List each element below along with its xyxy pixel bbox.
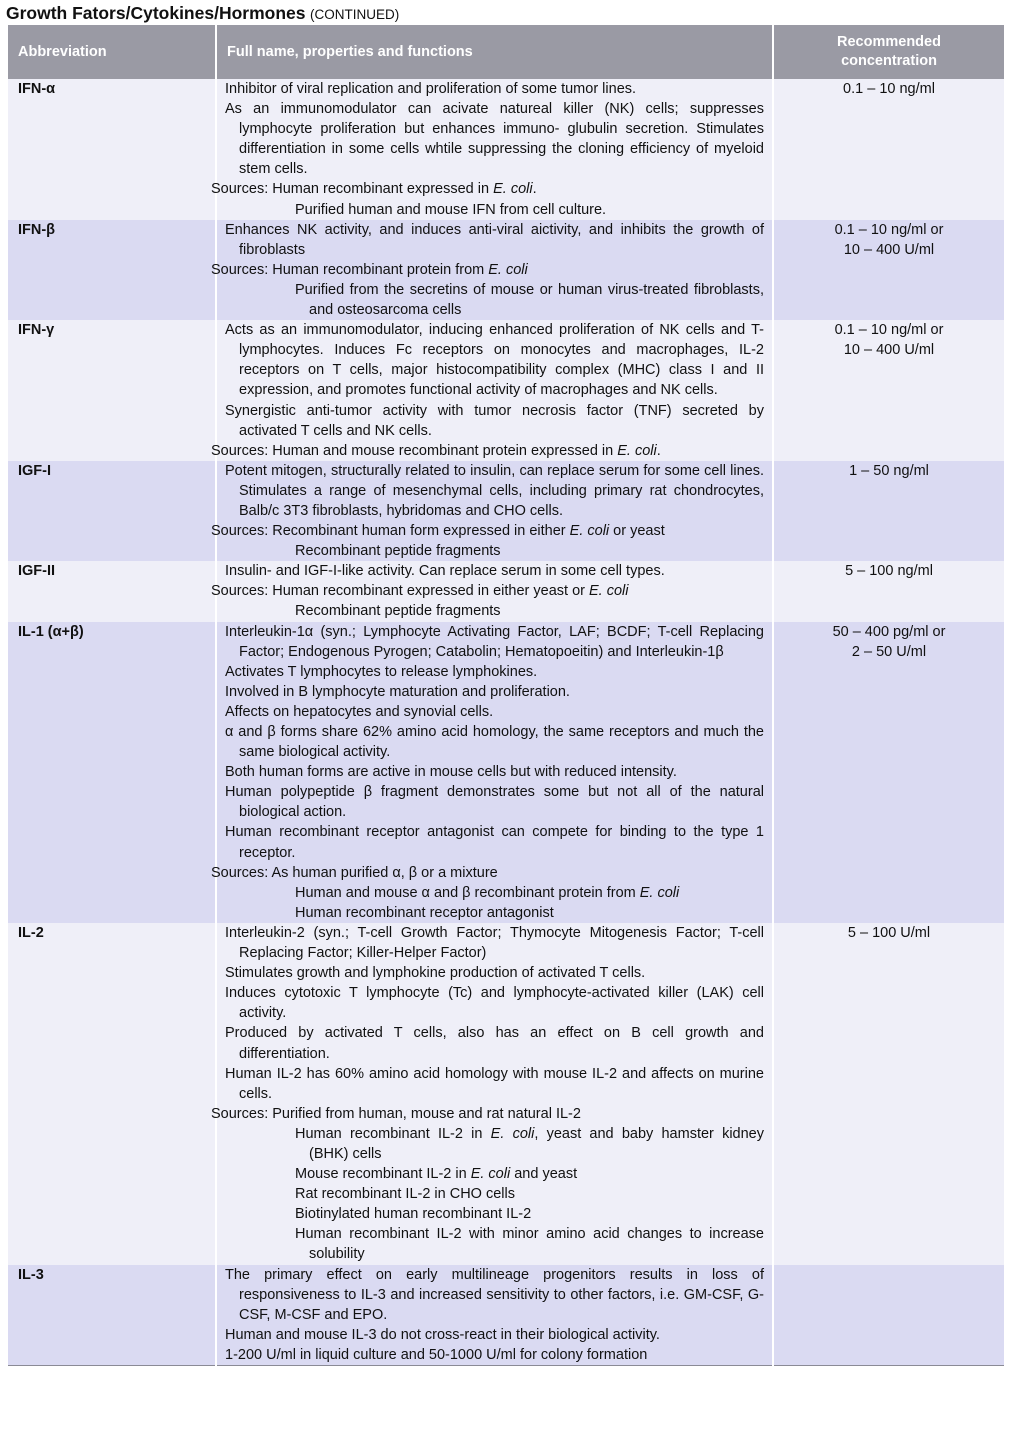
header-full-name: Full name, properties and functions — [216, 25, 773, 79]
description-paragraph: α and β forms share 62% amino acid homology, the same receptors and much the same biological activity. — [225, 724, 764, 761]
sources-line: Sources: Recombinant human form expressed in either E. coli or yeast — [211, 523, 665, 540]
sources-line: Sources: Human recombinant expressed in either yeast or E. coli — [211, 583, 629, 600]
header-concentration — [773, 25, 1005, 79]
description-paragraph: 1-200 U/ml in liquid culture and 50-1000 U/ml for colony formation — [225, 1346, 648, 1363]
source-item: Mouse recombinant IL-2 in E. coli and yeast — [295, 1166, 578, 1183]
cell-concentration — [773, 923, 1005, 1265]
cell-description — [211, 923, 773, 1265]
cell-concentration — [773, 320, 1005, 461]
sources-line: Sources: Human recombinant expressed in E. coli. — [211, 181, 537, 198]
source-item: Recombinant peptide fragments — [295, 543, 501, 560]
sources-line: Sources: Human recombinant protein from E. coli — [211, 261, 528, 278]
source-item: Human recombinant IL-2 with minor amino acid changes to increase solubility — [295, 1226, 764, 1263]
source-item: Human and mouse α and β recombinant protein from E. coli — [295, 884, 680, 901]
header-abbreviation: Abbreviation — [7, 25, 216, 79]
table-row — [7, 461, 1005, 561]
concentration-value: 10 – 400 U/ml — [843, 241, 935, 258]
cell-abbreviation: IL-3 — [7, 1265, 216, 1366]
description-paragraph: Potent mitogen, structurally related to insulin, can replace serum for some cell lines. Stimulates a range of mesenchymal cells, including primary rat chondrocytes, Balb/c 3T3 fibroblasts, hybridomas and CHO cells. — [225, 462, 764, 519]
description-paragraph: Insulin- and IGF-I-like activity. Can replace serum in some cell types. — [225, 563, 665, 580]
concentration-value: 0.1 – 10 ng/ml or — [834, 221, 944, 238]
cell-description — [211, 320, 773, 461]
table-row — [7, 220, 1005, 320]
cell-abbreviation: IGF-II — [7, 561, 216, 621]
description-paragraph: Both human forms are active in mouse cells but with reduced intensity. — [225, 764, 677, 781]
cell-description — [211, 622, 773, 923]
cell-abbreviation: IFN-γ — [7, 320, 216, 461]
table-row — [7, 320, 1005, 461]
concentration-value: 0.1 – 10 ng/ml or — [834, 322, 944, 339]
cell-concentration — [773, 220, 1005, 320]
description-paragraph: Acts as an immunomodulator, inducing enhanced proliferation of NK cells and T-lymphocytes. Induces Fc receptors on monocytes and macrophages, IL-2 receptors on T cells, major histocompatibility complex (MHC) class I and II expression, and promotes functional activity of macrophages and NK cells. — [225, 322, 764, 399]
cell-abbreviation: IFN-β — [7, 220, 216, 320]
title-continued: (CONTINUED) — [309, 7, 400, 22]
description-paragraph: The primary effect on early multilineage progenitors results in loss of responsiveness to IL-3 and increased sensitivity to other factors, i.e. GM-CSF, G-CSF, M-CSF and EPO. — [225, 1266, 764, 1323]
source-item: Human recombinant receptor antagonist — [295, 904, 554, 921]
source-item: Human recombinant IL-2 in E. coli, yeast and baby hamster kidney (BHK) cells — [295, 1125, 764, 1162]
cell-concentration — [773, 79, 1005, 220]
cell-abbreviation: IFN-α — [7, 79, 216, 220]
description-paragraph: As an immunomodulator can acivate natureal killer (NK) cells; suppresses lymphocyte proliferation but enhances immuno- glubulin secretion. Stimulates differentiation in some cells whtile suppressing the cloning efficiency of myeloid stem cells. — [225, 101, 764, 178]
source-item: Purified from the secretins of mouse or human virus-treated fibroblasts, and osteosarcoma cells — [295, 281, 764, 319]
source-item: Purified human and mouse IFN from cell culture. — [295, 201, 607, 218]
concentration-value: 5 – 100 U/ml — [847, 924, 931, 941]
sources-line: Sources: As human purified α, β or a mixture — [211, 864, 498, 881]
description-paragraph: Interleukin-1α (syn.; Lymphocyte Activating Factor, LAF; BCDF; T-cell Replacing Factor; Endogenous Pyrogen; Catabolin; Hematopoeitin) and Interleukin-1β — [225, 623, 764, 660]
cell-description — [211, 220, 773, 320]
cytokine-table — [6, 25, 1006, 1366]
cell-description — [211, 461, 773, 561]
cell-description — [211, 561, 773, 621]
cell-description — [211, 79, 773, 220]
cell-abbreviation: IL-1 (α+β) — [7, 622, 216, 923]
cell-abbreviation: IGF-I — [7, 461, 216, 561]
description-paragraph: Human IL-2 has 60% amino acid homology with mouse IL-2 and affects on murine cells. — [225, 1065, 764, 1102]
description-paragraph: Human and mouse IL-3 do not cross-react in their biological activity. — [225, 1326, 660, 1343]
cell-concentration — [773, 461, 1005, 561]
description-paragraph: Activates T lymphocytes to release lymphokines. — [225, 663, 538, 680]
description-paragraph: Enhances NK activity, and induces anti-viral aictivity, and inhibits the growth of fibroblasts — [225, 221, 764, 258]
concentration-value: 2 – 50 U/ml — [851, 643, 927, 660]
table-row — [7, 561, 1005, 621]
cell-concentration — [773, 561, 1005, 621]
description-paragraph: Human recombinant receptor antagonist can compete for binding to the type 1 receptor. — [225, 824, 764, 861]
cell-abbreviation: IL-2 — [7, 923, 216, 1265]
header-concentration-line2: concentration — [841, 53, 937, 69]
source-item: Recombinant peptide fragments — [295, 603, 501, 620]
description-paragraph: Induces cytotoxic T lymphocyte (Tc) and lymphocyte-activated killer (LAK) cell activity. — [225, 985, 764, 1022]
concentration-value: 10 – 400 U/ml — [843, 342, 935, 359]
description-paragraph: Produced by activated T cells, also has an effect on B cell growth and differentiation. — [225, 1025, 764, 1062]
description-paragraph: Interleukin-2 (syn.; T-cell Growth Factor; Thymocyte Mitogenesis Factor; T-cell Replacing Factor; Killer-Helper Factor) — [225, 924, 764, 962]
concentration-value: 5 – 100 ng/ml — [845, 563, 933, 580]
sources-line: Sources: Purified from human, mouse and rat natural IL-2 — [211, 1105, 581, 1122]
table-row — [7, 1265, 1005, 1366]
concentration-value: 50 – 400 pg/ml or — [832, 623, 946, 640]
concentration-value: 0.1 – 10 ng/ml — [843, 81, 935, 97]
description-paragraph: Affects on hepatocytes and synovial cells. — [225, 703, 494, 720]
source-item: Rat recombinant IL-2 in CHO cells — [295, 1186, 515, 1203]
cell-concentration — [773, 1265, 1005, 1366]
description-paragraph: Involved in B lymphocyte maturation and proliferation. — [225, 683, 570, 700]
description-paragraph: Synergistic anti-tumor activity with tumor necrosis factor (TNF) secreted by activated T cells and NK cells. — [225, 402, 764, 439]
sources-line: Sources: Human and mouse recombinant protein expressed in E. coli. — [211, 442, 661, 459]
header-concentration-line1: Recommended — [837, 34, 941, 50]
table-row — [7, 622, 1005, 923]
title-main: Growth Fators/Cytokines/Hormones — [6, 3, 306, 23]
table-header-row — [7, 25, 1005, 79]
table-row — [7, 79, 1005, 220]
description-paragraph: Inhibitor of viral replication and proliferation of some tumor lines. — [225, 81, 637, 97]
description-paragraph: Stimulates growth and lymphokine production of activated T cells. — [225, 965, 646, 982]
cell-description — [216, 1265, 773, 1366]
table-row — [7, 923, 1005, 1265]
concentration-value: 1 – 50 ng/ml — [849, 462, 929, 479]
cell-concentration — [773, 622, 1005, 923]
description-paragraph: Human polypeptide β fragment demonstrates some but not all of the natural biological action. — [225, 784, 764, 821]
source-item: Biotinylated human recombinant IL-2 — [295, 1206, 532, 1223]
page-title — [6, 3, 399, 25]
